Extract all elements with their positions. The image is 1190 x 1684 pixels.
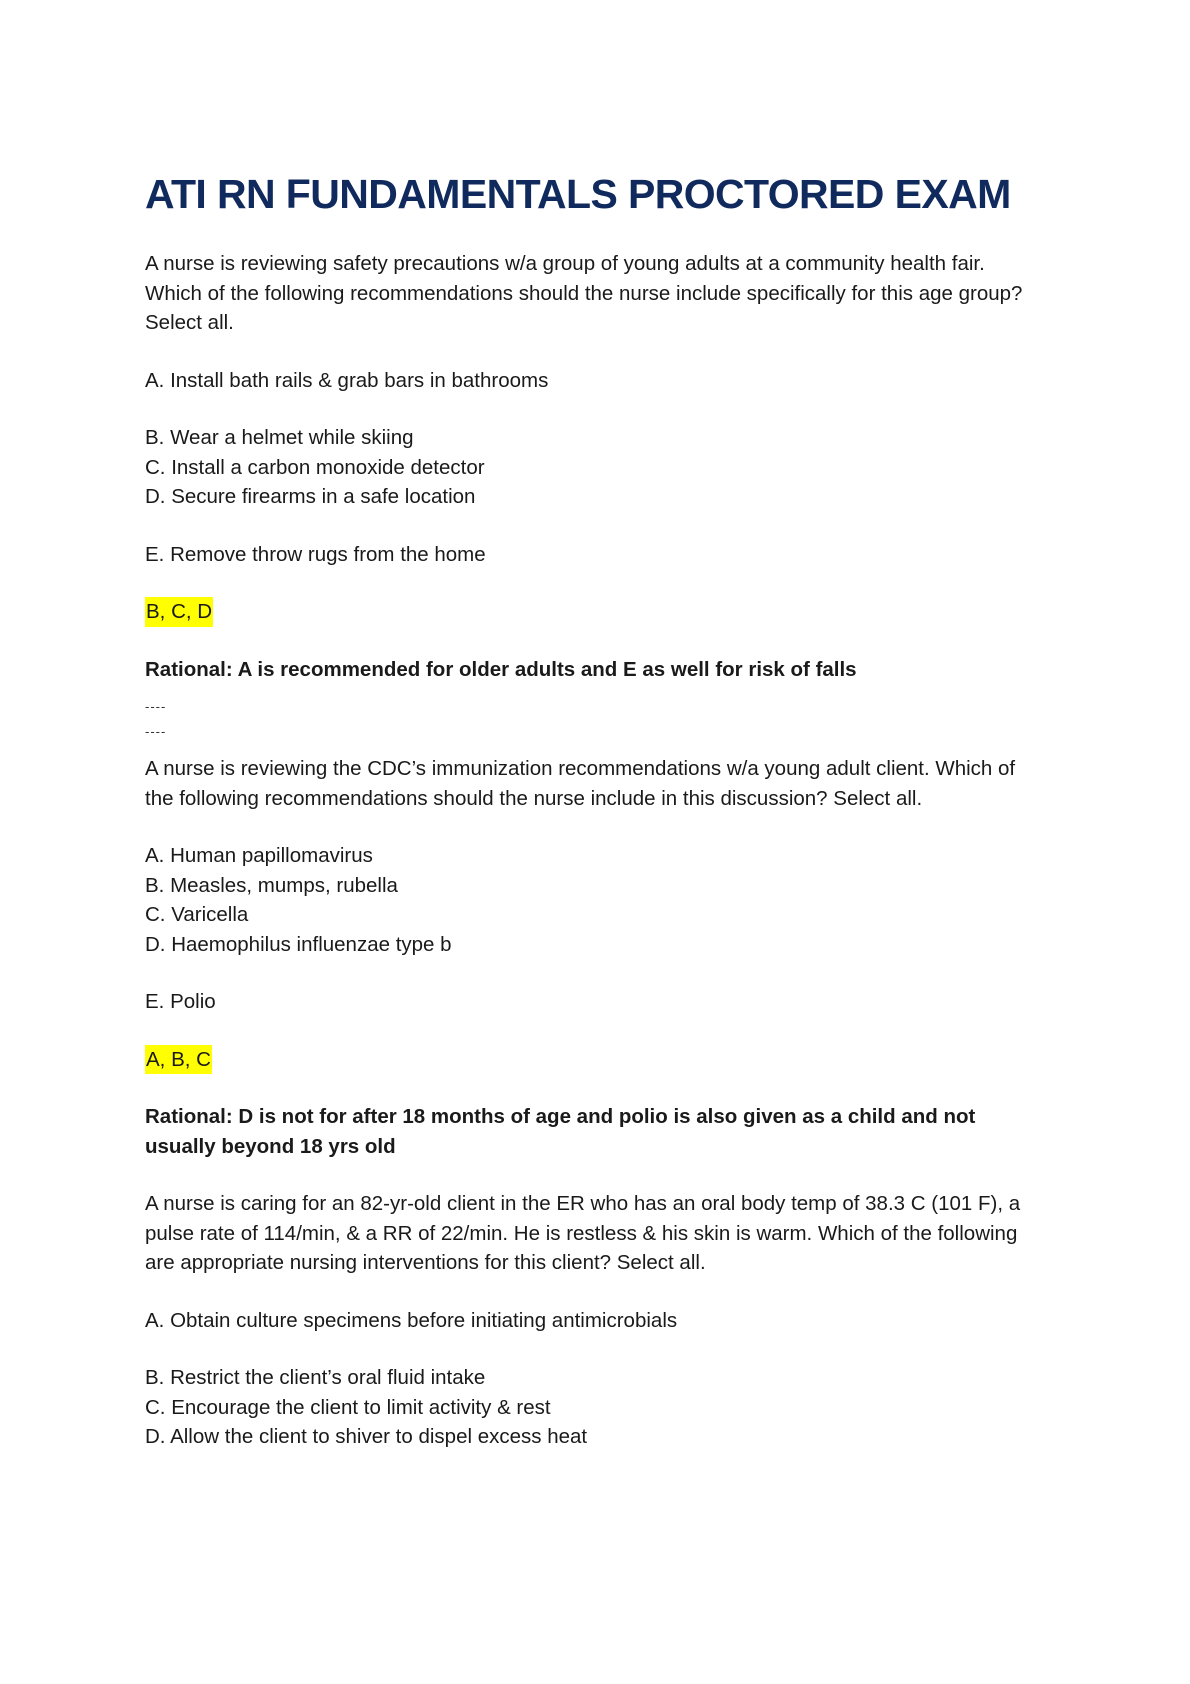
question-3-stem: A nurse is caring for an 82-yr-old client in the ER who has an oral body temp of 38.3 C (101 F), a pulse rate of 114/min, & a RR of 22/min. He is restless & his skin is warm. Which of the following are appropriate nursing interventions for this client? Select all.	[145, 1192, 1021, 1275]
question-3-option-d: D. Allow the client to shiver to dispel excess heat	[145, 1425, 588, 1449]
question-2-stem: A nurse is reviewing the CDC’s immunization recommendations w/a young adult client. Which of the following recommendations should the nurse include in this discussion? Select all.	[145, 757, 1016, 810]
question-2-option-d: D. Haemophilus influenzae type b	[145, 932, 452, 956]
question-1-option-c: C. Install a carbon monoxide detector	[145, 455, 485, 479]
question-1-option-d: D. Secure firearms in a safe location	[145, 485, 476, 509]
question-1-option-e: E. Remove throw rugs from the home	[145, 542, 486, 566]
question-3-option-b: B. Restrict the client’s oral fluid intake	[145, 1366, 486, 1390]
question-2-option-a: A. Human papillomavirus	[145, 844, 373, 868]
document-page	[145, 170, 1045, 1452]
separator-line: ----	[145, 699, 167, 715]
question-3-option-a: A. Obtain culture specimens before initiating antimicrobials	[145, 1308, 678, 1332]
separator-line: ----	[145, 724, 167, 740]
question-1-option-b: B. Wear a helmet while skiing	[145, 426, 414, 450]
question-2-option-c: C. Varicella	[145, 903, 249, 927]
question-2-option-e: E. Polio	[145, 990, 216, 1014]
question-2-option-b: B. Measles, mumps, rubella	[145, 873, 398, 897]
question-2-answer: A, B, C	[145, 1045, 212, 1075]
question-1-option-a: A. Install bath rails & grab bars in bathrooms	[145, 368, 549, 392]
question-1-answer: B, C, D	[145, 597, 213, 627]
question-1-stem: A nurse is reviewing safety precautions w/a group of young adults at a community health fair. Which of the following recommendations should the nurse include specifically for this age group? Select all.	[145, 252, 1023, 335]
question-2-rationale: Rational: D is not for after 18 months of age and polio is also given as a child and not usually beyond 18 yrs old	[145, 1105, 976, 1158]
question-3-option-c: C. Encourage the client to limit activity & rest	[145, 1395, 551, 1419]
document-title: ATI RN FUNDAMENTALS PROCTORED EXAM	[145, 171, 1011, 217]
question-1-rationale: Rational: A is recommended for older adults and E as well for risk of falls	[145, 657, 857, 681]
